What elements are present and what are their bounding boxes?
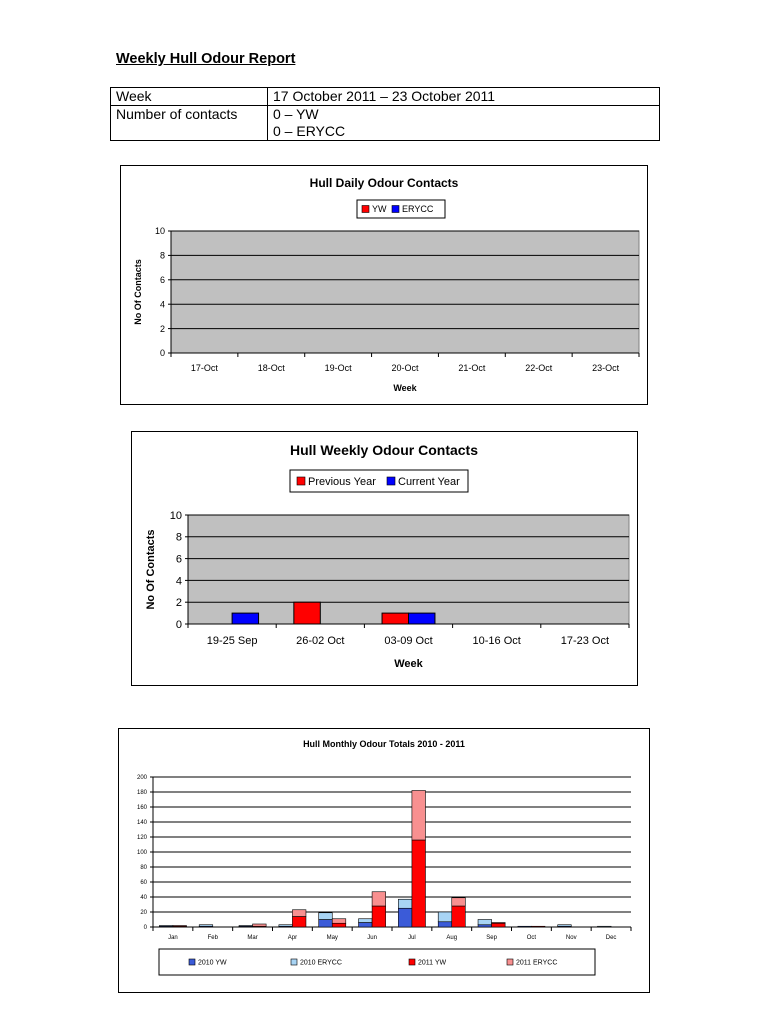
x-tick-label: 17-23 Oct (560, 635, 610, 647)
y-tick-label: 0 (143, 925, 147, 932)
chart-title: Hull Daily Odour Contacts (309, 176, 459, 190)
bar-segment (452, 898, 466, 906)
y-tick-label: 4 (159, 299, 165, 310)
y-tick-label: 80 (140, 865, 147, 872)
y-tick-label: 200 (136, 775, 147, 782)
bar-segment (492, 923, 506, 927)
y-axis-label: No Of Contacts (145, 529, 157, 610)
bar-segment (239, 926, 253, 927)
x-axis-label: Week (394, 658, 423, 670)
legend-swatch (362, 206, 369, 213)
weekly-odour-chart (132, 432, 637, 685)
x-tick-label: Dec (605, 935, 617, 941)
y-tick-label: 20 (140, 910, 147, 917)
bar-segment (319, 913, 333, 920)
x-tick-label: Jun (367, 935, 377, 941)
x-tick-label: 22-Oct (525, 363, 553, 373)
x-tick-label: Sep (486, 935, 497, 941)
y-tick-label: 60 (140, 880, 147, 887)
info-table (110, 87, 660, 141)
bar-segment (279, 925, 293, 927)
x-tick-label: Jan (168, 935, 178, 941)
x-tick-label: 18-Oct (257, 363, 285, 373)
contacts-row (111, 106, 660, 141)
y-tick-label: 0 (175, 618, 182, 631)
chart-title: Hull Monthly Odour Totals 2010 - 2011 (303, 739, 465, 749)
x-tick-label: Oct (526, 935, 537, 941)
x-tick-label: Jul (408, 935, 416, 941)
x-tick-label: 17-Oct (190, 363, 218, 373)
bar-segment (492, 923, 506, 924)
legend-label: ERYCC (402, 204, 434, 215)
week-label: Week (111, 88, 268, 106)
bar-segment (398, 908, 412, 927)
legend-label: 2011 YW (418, 959, 447, 967)
bar-segment (412, 840, 426, 927)
bar-segment (478, 925, 492, 927)
y-tick-label: 120 (136, 835, 147, 842)
legend-label: 2010 ERYCC (300, 959, 342, 967)
bar-segment (199, 925, 213, 927)
bar (409, 613, 435, 624)
x-axis-label: Week (393, 383, 417, 393)
bar (294, 602, 320, 624)
bar-segment (253, 924, 267, 926)
y-tick-label: 160 (136, 805, 147, 812)
week-value: 17 October 2011 – 23 October 2011 (268, 88, 660, 106)
legend-swatch (507, 959, 513, 965)
bar-segment (412, 791, 426, 841)
report-title: Weekly Hull Odour Report (116, 51, 296, 67)
bar-segment (558, 925, 572, 927)
bar-segment (598, 926, 612, 927)
bar-segment (359, 919, 373, 923)
legend-label: 2010 YW (198, 959, 227, 967)
legend-swatch (409, 959, 415, 965)
x-tick-label: 03-09 Oct (384, 635, 433, 647)
legend-label: YW (372, 204, 387, 215)
x-tick-label: 26-02 Oct (296, 635, 345, 647)
plot-area (188, 515, 629, 624)
bar (382, 613, 408, 624)
y-tick-label: 10 (154, 226, 165, 237)
y-tick-label: 4 (175, 575, 182, 588)
bar-segment (372, 906, 386, 927)
monthly-odour-chart (119, 729, 649, 992)
week-row (111, 88, 660, 106)
bar-segment (332, 923, 346, 927)
legend-label: Previous Year (308, 475, 376, 488)
bar-segment (359, 923, 373, 928)
y-tick-label: 10 (169, 509, 182, 522)
bar-segment (372, 892, 386, 906)
bar-segment (292, 910, 306, 917)
y-axis-label: No Of Contacts (133, 259, 143, 325)
bar-segment (478, 920, 492, 925)
bar-segment (518, 926, 532, 927)
y-tick-label: 8 (159, 250, 165, 261)
y-tick-label: 0 (159, 348, 165, 359)
x-tick-label: Apr (287, 935, 298, 941)
x-tick-label: Aug (446, 935, 458, 941)
x-tick-label: Mar (247, 935, 258, 941)
legend-swatch (291, 959, 297, 965)
daily-chart-panel (120, 165, 648, 405)
bar-segment (398, 899, 412, 908)
y-tick-label: 140 (136, 820, 147, 827)
plot-area (171, 231, 639, 353)
bar-segment (332, 919, 346, 924)
y-tick-label: 180 (136, 790, 147, 797)
contacts-yw: 0 – YW (273, 106, 319, 122)
x-tick-label: 19-Oct (324, 363, 352, 373)
y-tick-label: 40 (140, 895, 147, 902)
legend-label: 2011 ERYCC (516, 959, 558, 967)
legend-label: Current Year (398, 475, 460, 488)
y-tick-label: 6 (159, 274, 165, 285)
contacts-label: Number of contacts (111, 106, 268, 141)
x-tick-label: 20-Oct (391, 363, 419, 373)
weekly-chart-panel (131, 431, 638, 686)
chart-title: Hull Weekly Odour Contacts (290, 442, 478, 458)
y-tick-label: 2 (175, 597, 182, 610)
bar-segment (452, 906, 466, 927)
x-tick-label: Feb (207, 935, 218, 941)
bar-segment (531, 926, 545, 927)
x-tick-label: May (326, 935, 338, 941)
y-tick-label: 6 (175, 553, 182, 566)
x-tick-label: 21-Oct (458, 363, 486, 373)
legend-swatch (189, 959, 195, 965)
y-tick-label: 100 (136, 850, 147, 857)
bar-segment (159, 926, 173, 927)
daily-odour-chart (121, 166, 647, 404)
bar-segment (173, 926, 187, 927)
x-tick-label: 19-25 Sep (206, 635, 258, 647)
x-tick-label: 23-Oct (592, 363, 620, 373)
legend-swatch (387, 477, 395, 485)
contacts-value (268, 106, 660, 141)
bar (232, 613, 258, 624)
monthly-chart-panel (118, 728, 650, 993)
legend-swatch (392, 206, 399, 213)
y-tick-label: 8 (175, 531, 182, 544)
legend-swatch (297, 477, 305, 485)
contacts-erycc: 0 – ERYCC (273, 123, 346, 139)
x-tick-label: Nov (565, 935, 577, 941)
bar-segment (292, 917, 306, 928)
x-tick-label: 10-16 Oct (472, 635, 521, 647)
bar-segment (319, 920, 333, 928)
bar-segment (438, 912, 452, 922)
y-tick-label: 2 (159, 323, 165, 334)
bar-segment (438, 922, 452, 927)
